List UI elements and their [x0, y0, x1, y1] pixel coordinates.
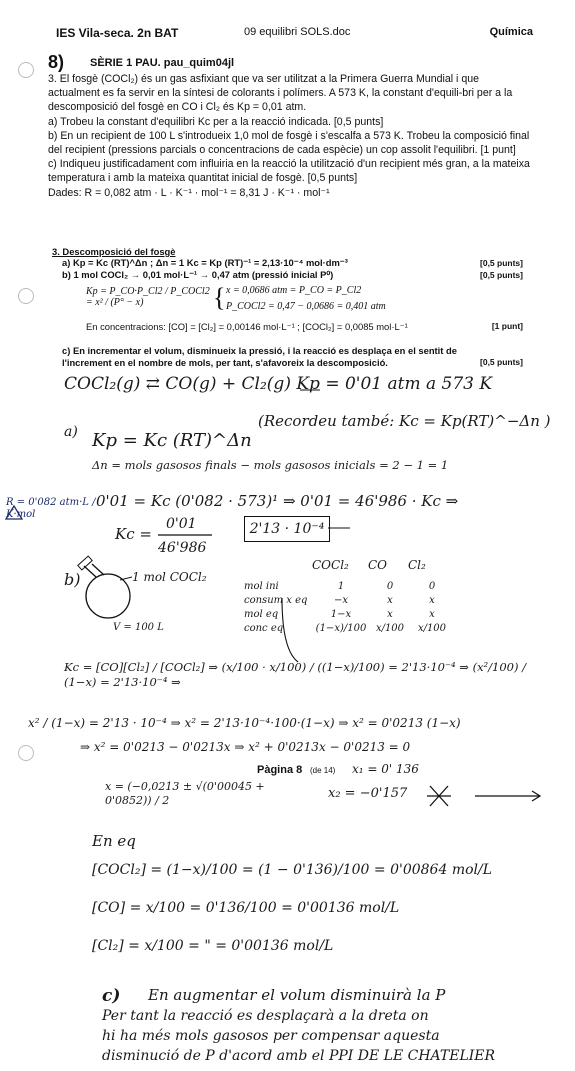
ice-cell: x/100 — [417, 623, 447, 634]
solution-c: c) En incrementar el volum, disminueix la pressió, i la reacció es desplaça en el sentit de l'increment en el nombre de mols, per tant, s'afavoreix la descomposició. — [62, 345, 457, 368]
hw-c-text-2: Per tant la reacció es desplaçarà a la dreta on — [102, 1008, 429, 1024]
points-conc: [1 punt] — [491, 321, 523, 331]
ice-cell: x — [429, 595, 435, 606]
ice-cell: −x — [333, 595, 349, 606]
ice-row-label: mol eq — [244, 609, 279, 620]
hw-volume: V = 100 L — [113, 622, 164, 633]
kp-formula: Kp = P_CO·P_Cl2 / P_COCl2 = x² / (P° − x) — [86, 286, 210, 308]
problem-title: SÈRIE 1 PAU. pau_quim04jl — [90, 57, 235, 69]
ice-header: COCl₂ — [312, 558, 349, 572]
points-c: [0,5 punts] — [480, 357, 523, 367]
header-school: IES Vila-seca. 2n BAT — [56, 26, 179, 40]
statement-part-c: c) Indiqueu justificadament com influiria en la reacció la utilització d'un recipient més gran, a la mateixa temperatura i amb la mateixa quantitat inicial de fosgè. [0,5 punts] — [48, 158, 530, 185]
statement-data: Dades: R = 0,082 atm · L · K⁻¹ · mol⁻¹ = 8,31 J · K⁻¹ · mol⁻¹ — [48, 186, 330, 199]
hw-conc-cocl2: [COCl₂] = (1−x)/100 = (1 − 0'136)/100 = 0'00864 mol/L — [92, 862, 493, 878]
hw-conc-cl2: [Cl₂] = x/100 = " = 0'00136 mol/L — [92, 938, 334, 954]
hw-calc1: 0'01 = Kc (0'082 · 573)¹ ⇒ 0'01 = 46'986 · Kc ⇒ — [96, 492, 459, 510]
ice-cell: x/100 — [375, 623, 405, 634]
hw-a-equation: Kp = Kc (RT)^Δn — [92, 430, 252, 451]
ice-cell: 0 — [386, 581, 394, 592]
hw-quadratic: x = (−0,0213 ± √(0'00045 + 0'0852)) / 2 — [105, 780, 265, 807]
hw-r-note: R = 0'082 atm·L / K·mol — [6, 497, 96, 520]
curve-arrow — [282, 598, 298, 662]
page-footer: Pàgina 8 — [257, 764, 303, 776]
hw-reaction: COCl₂(g) ⇄ CO(g) + Cl₂(g) Kp = 0'01 atm a 573 K — [64, 374, 493, 394]
hw-conc-co: [CO] = x/100 = 0'136/100 = 0'00136 mol/L — [92, 900, 400, 916]
ice-cell: x — [429, 609, 435, 620]
result-x: x = 0,0686 atm = P_CO = P_Cl2 — [226, 285, 362, 296]
header-subject: Química — [489, 26, 533, 38]
solution-b: b) 1 mol COCl₂ → 0,01 mol·L⁻¹ → 0,47 atm (pressió inicial P⁰) — [62, 269, 334, 280]
solution-a: a) Kp = Kc (RT)^Δn ; Δn = 1 Kc = Kp (RT)⁻¹ = 2,13·10⁻⁴ mol·dm⁻³ — [62, 257, 348, 268]
points-a: [0,5 punts] — [480, 258, 523, 268]
hw-c-text-1: En augmentar el volum disminuirà la P — [148, 986, 446, 1004]
problem-number: 8) — [48, 52, 65, 72]
hw-b-label: b) — [64, 570, 81, 589]
hw-kc-result-box: 2'13 · 10⁻⁴ — [244, 516, 330, 542]
hw-kc-label: Kc = — [115, 525, 152, 543]
ice-row-label: conc eq — [244, 623, 284, 634]
hw-line-b: ⇒ x² = 0'0213 − 0'0213x ⇒ x² + 0'0213x − 0'0213 = 0 — [80, 740, 411, 754]
hw-c-text-3: hi ha més mols gasosos per compensar aquesta — [102, 1028, 440, 1044]
hw-flask-label: 1 mol COCl₂ — [132, 570, 207, 584]
hw-a-label: a) — [64, 424, 78, 440]
hw-x1: x₁ = 0' 136 — [352, 762, 419, 776]
hw-x2: x₂ = −0'157 — [328, 786, 408, 801]
ice-header: CO — [368, 558, 388, 572]
hw-delta-n: Δn = mols gasosos finals − mols gasosos inicials = 2 − 1 = 1 — [92, 458, 449, 472]
statement-part-b: b) En un recipient de 100 L s'introdueix 1,0 mol de fosgè i s'escalfa a 573 K. Trobeu la composició final del recipient (pressions parcials o concentracions de cada espècie) un cop assolit l'equilibri. [1 punt] — [48, 129, 530, 157]
ice-row-label: consum x eq — [244, 595, 308, 606]
brace-icon: { — [213, 283, 226, 312]
page-footer-of: (de 14) — [310, 766, 336, 775]
flask-icon — [78, 556, 132, 618]
ice-row-label: mol ini — [244, 581, 279, 592]
triangle-mark-icon — [6, 506, 22, 519]
ice-cell: x — [387, 595, 393, 606]
hw-en-eq: En eq — [92, 832, 136, 850]
ice-cell: 1 — [337, 581, 345, 592]
header-filename: 09 equilibri SOLS.doc — [244, 26, 351, 38]
hw-kc-num: 0'01 — [166, 516, 197, 532]
solution-concentrations: En concentracions: [CO] = [Cl₂] = 0,00146 mol·L⁻¹ ; [COCl₂] = 0,0085 mol·L⁻¹ — [86, 321, 408, 332]
statement-part-a: a) Trobeu la constant d'equilibri Kc per a la reacció indicada. [0,5 punts] — [48, 115, 384, 128]
ice-cell: (1−x)/100 — [315, 623, 367, 634]
hw-c-label: c) — [102, 986, 121, 1006]
ice-cell: x — [387, 609, 393, 620]
hw-reminder: (Recordeu també: Kc = Kp(RT)^−Δn ) — [258, 412, 551, 430]
statement-intro: 3. El fosgè (COCl₂) és un gas asfixiant que va ser utilitzat a la Primera Guerra Mundial i que actualment es fa servir en la síntesi de colorants i polímers. A 573 K, la constant d'equili-bri per a la descomposició del fosgè en CO i Cl₂ és Kp = 0,01 atm. — [48, 73, 513, 114]
ice-cell: 0 — [428, 581, 436, 592]
ice-cell: 1−x — [330, 609, 352, 620]
solution-heading: 3. Descomposició del fosgè — [52, 246, 176, 257]
hw-kc-expression: Kc = [CO][Cl₂] / [COCl₂] ⇒ (x/100 · x/100) / ((1−x)/100) = 2'13·10⁻⁴ ⇒ (x²/100) / (1−x) = 2'13·10⁻⁴ ⇒ — [64, 660, 527, 689]
result-pcocl2: P_COCl2 = 0,47 − 0,0686 = 0,401 atm — [226, 301, 386, 312]
hw-c-text-4: disminució de P d'acord amb el PPI DE LE CHATELIER — [102, 1048, 496, 1064]
points-b: [0,5 punts] — [480, 270, 523, 280]
hw-kc-den: 46'986 — [158, 540, 207, 556]
hw-line-a: x² / (1−x) = 2'13 · 10⁻⁴ ⇒ x² = 2'13·10⁻⁴·100·(1−x) ⇒ x² = 0'0213 (1−x) — [28, 716, 461, 730]
ice-header: Cl₂ — [408, 558, 426, 572]
cross-out-mark — [427, 786, 451, 806]
